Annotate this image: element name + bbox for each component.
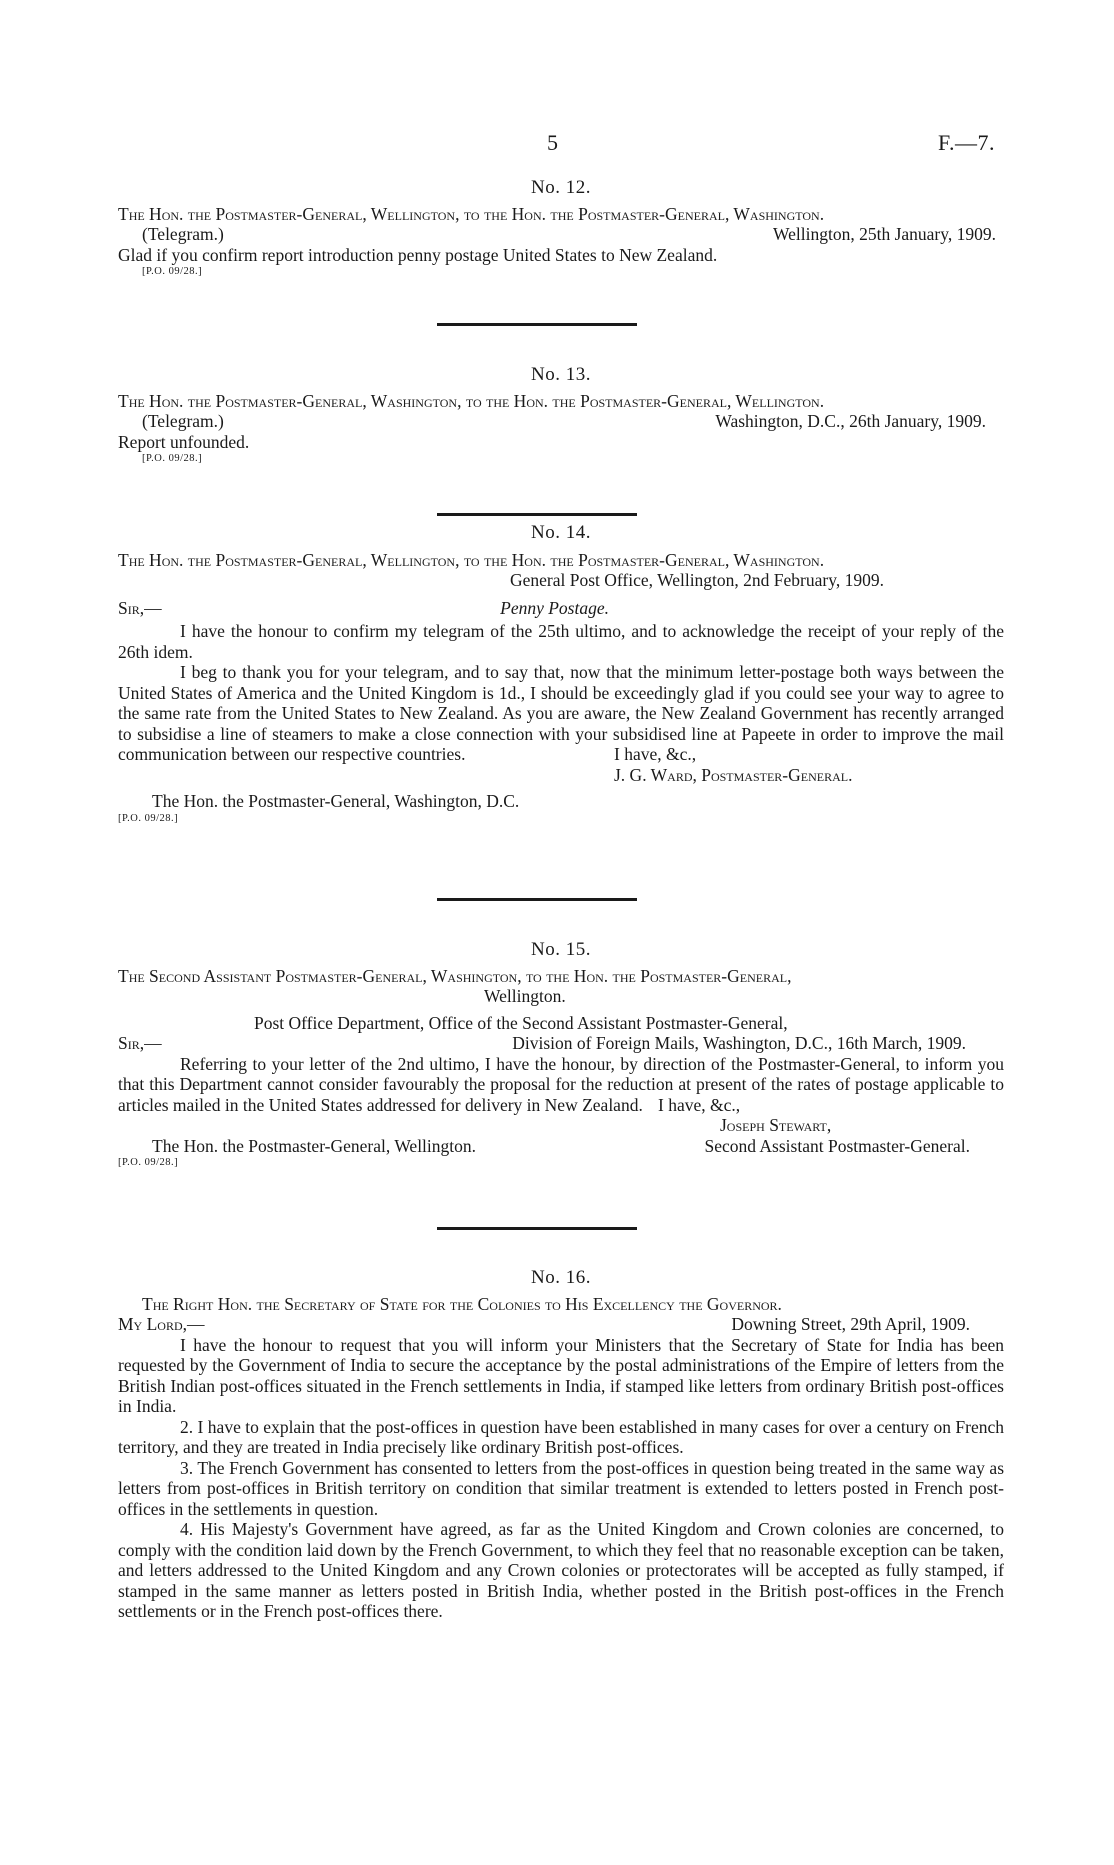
- from-line: The Hon. the Postmaster-General, Wellington, to the Hon. the Postmaster-General, Washington.: [118, 203, 825, 224]
- file-reference: [P.O. 09/28.]: [142, 453, 203, 464]
- telegram-label: (Telegram.): [142, 411, 224, 431]
- closing: I have, &c.,: [118, 1095, 858, 1116]
- section-divider: [437, 513, 637, 516]
- body-text: Report unfounded.: [118, 431, 250, 452]
- file-reference: [P.O. 09/28.]: [118, 812, 179, 824]
- section-divider: [437, 323, 637, 326]
- from-line: The Hon. the Postmaster-General, Wellington, to the Hon. the Postmaster-General, Washington.: [118, 549, 825, 570]
- section-no15: [118, 940, 1004, 1169]
- signature-title: Second Assistant Postmaster-General.: [704, 1135, 970, 1156]
- addressee: The Hon. the Postmaster-General, Washington, D.C.: [152, 791, 520, 811]
- paragraph: I beg to thank you for your telegram, and to say that, now that the minimum letter-postage both ways between the United States of America and the United Kingdom is 1d., I should be exceedingly glad if you could see your way to agree to the same rate from the United States to New Zealand. As you are aware, the New Zealand Government has recently arranged to subsidise a line of steamers to make a close connection with your subsidised line at Papeete in order to improve the mail communication between our respective countries.: [118, 662, 1004, 764]
- salutation: Sir,—: [118, 1033, 162, 1053]
- section-no13: [118, 365, 1004, 465]
- telegram-label: (Telegram.): [142, 224, 224, 244]
- section-heading: No. 13.: [531, 364, 591, 385]
- section-divider: [437, 1227, 637, 1230]
- section-heading: No. 16.: [531, 1267, 591, 1288]
- section-heading: No. 14.: [531, 522, 591, 543]
- dateline: Wellington, 25th January, 1909.: [773, 224, 996, 244]
- dateline: Washington, D.C., 26th January, 1909.: [715, 411, 986, 431]
- dateline: General Post Office, Wellington, 2nd February, 1909.: [510, 570, 884, 590]
- dateline-office: Post Office Department, Office of the Second Assistant Postmaster-General,: [254, 1012, 788, 1033]
- page-number: 5: [547, 130, 558, 155]
- paragraph: Referring to your letter of the 2nd ultimo, I have the honour, by direction of the Postmaster-General, to inform you that this Department cannot consider favourably the proposal for the reduction at present of the rates of postage applicable to articles mailed in the United States addressed for delivery in New Zealand.: [118, 1053, 1004, 1115]
- paragraph: 3. The French Government has consented to letters from the post-offices in question being treated in the same way as letters from post-offices in British territory on condition that similar treatment is extended to letters posted in French post-offices in the settlements in question.: [118, 1457, 1004, 1519]
- body-text: Glad if you confirm report introduction penny postage United States to New Zealand.: [118, 244, 718, 265]
- signature: J. G. Ward, Postmaster-General.: [614, 764, 853, 785]
- paragraph: 2. I have to explain that the post-offices in question have been established in many cases for over a century on French territory, and they are treated in India precisely like ordinary British post-offices.: [118, 1416, 1004, 1457]
- addressee: The Hon. the Postmaster-General, Wellington.: [152, 1135, 477, 1156]
- subject-line: Penny Postage.: [500, 597, 609, 618]
- paragraph: I have the honour to confirm my telegram of the 25th ultimo, and to acknowledge the receipt of your reply of the 26th idem.: [118, 621, 1004, 662]
- section-divider: [437, 898, 637, 901]
- salutation: My Lord,—: [118, 1314, 205, 1334]
- paragraph: 4. His Majesty's Government have agreed, as far as the United Kingdom and Crown colonies are concerned, to comply with the condition laid down by the French Government, to which they feel that no reasonable exception can be taken, and letters addressed to the United Kingdom and any Crown colonies or protectorates will be accepted as fully stamped, if stamped in the same manner as letters posted in British India, whether posted in the British post-offices in the French settlements or in the French post-offices there.: [118, 1519, 1004, 1621]
- salutation: Sir,—: [118, 597, 162, 618]
- paragraph: I have the honour to request that you will inform your Ministers that the Secretary of State for India has been requested by the Government of India to secure the acceptance by the postal administrations of the Empire of letters from the British Indian post-offices situated in the French settlements in India, if stamped like letters from ordinary British post-offices in India.: [118, 1334, 1004, 1416]
- section-no14: [118, 523, 1004, 825]
- paper-code: F.—7.: [938, 130, 995, 155]
- dateline: Division of Foreign Mails, Washington, D.C., 16th March, 1909.: [512, 1033, 966, 1053]
- section-no12: [118, 178, 1004, 278]
- dateline: Downing Street, 29th April, 1909.: [731, 1314, 970, 1334]
- from-line: The Right Hon. the Secretary of State for the Colonies to His Excellency the Governor.: [142, 1293, 782, 1314]
- from-line: The Hon. the Postmaster-General, Washington, to the Hon. the Postmaster-General, Wellington.: [118, 390, 825, 411]
- section-heading: No. 15.: [531, 939, 591, 960]
- file-reference: [P.O. 09/28.]: [118, 1157, 179, 1168]
- section-heading: No. 12.: [531, 177, 591, 198]
- from-line: The Second Assistant Postmaster-General, Washington, to the Hon. the Postmaster-General,: [118, 965, 792, 986]
- section-no16: [118, 1268, 1004, 1622]
- signature-name: Joseph Stewart,: [720, 1115, 832, 1135]
- closing: I have, &c.,: [118, 744, 814, 765]
- from-line-continued: Wellington.: [484, 986, 566, 1006]
- file-reference: [P.O. 09/28.]: [142, 266, 203, 277]
